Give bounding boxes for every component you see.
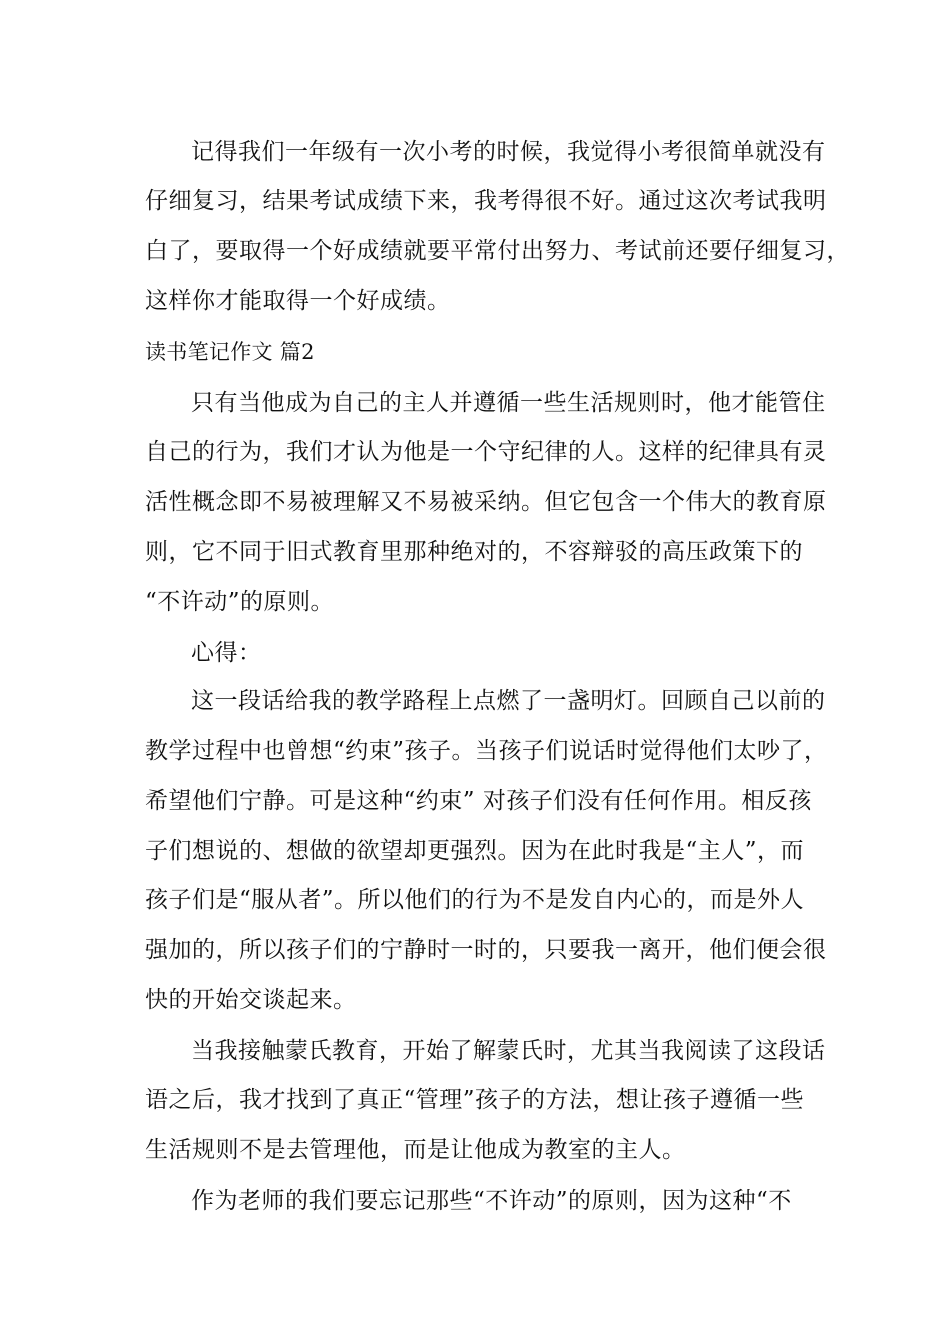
paragraph-4-line-7: 快的开始交谈起来。	[145, 987, 357, 1013]
paragraph-1-line-2: 仔细复习，结果考试成绩下来，我考得很不好。通过这次考试我明	[145, 188, 827, 214]
paragraph-3-line-1: 心得：	[191, 640, 262, 666]
paragraph-5-line-1: 当我接触蒙氏教育，开始了解蒙氏时，尤其当我阅读了这段话	[191, 1038, 826, 1064]
paragraph-4-line-4: 子们想说的、想做的欲望却更强烈。因为在此时我是“主人”，而	[145, 838, 805, 864]
paragraph-2-line-5: “不许动”的原则。	[145, 589, 335, 615]
paragraph-2-line-2: 自己的行为，我们才认为他是一个守纪律的人。这样的纪律具有灵	[145, 439, 827, 465]
paragraph-5-line-3: 生活规则不是去管理他，而是让他成为教室的主人。	[145, 1137, 686, 1163]
paragraph-4-line-3: 希望他们宁静。可是这种“约束” 对孩子们没有任何作用。相反孩	[145, 788, 812, 814]
section-heading: 读书笔记作文 篇2	[145, 340, 315, 364]
paragraph-5-line-2: 语之后，我才找到了真正“管理”孩子的方法，想让孩子遵循一些	[145, 1087, 805, 1113]
paragraph-1-line-4: 这样你才能取得一个好成绩。	[145, 288, 451, 314]
paragraph-4-line-5: 孩子们是“服从者”。所以他们的行为不是发自内心的，而是外人	[145, 887, 805, 913]
paragraph-4-line-1: 这一段话给我的教学路程上点燃了一盏明灯。回顾自己以前的	[191, 688, 826, 714]
paragraph-2-line-3: 活性概念即不易被理解又不易被采纳。但它包含一个伟大的教育原	[145, 489, 827, 515]
paragraph-4-line-6: 强加的，所以孩子们的宁静时一时的，只要我一离开，他们便会很	[145, 937, 827, 963]
paragraph-4-line-2: 教学过程中也曾想“约束”孩子。当孩子们说话时觉得他们太吵了，	[145, 738, 828, 764]
paragraph-6-line-1: 作为老师的我们要忘记那些“不许动”的原则，因为这种“不	[191, 1188, 792, 1214]
paragraph-2-line-1: 只有当他成为自己的主人并遵循一些生活规则时，他才能管住	[191, 390, 826, 416]
paragraph-2-line-4: 则，它不同于旧式教育里那种绝对的，不容辩驳的高压政策下的	[145, 539, 803, 565]
paragraph-1-line-3: 白了，要取得一个好成绩就要平常付出努力、考试前还要仔细复习，	[145, 238, 850, 264]
paragraph-1-line-1: 记得我们一年级有一次小考的时候，我觉得小考很简单就没有	[191, 139, 826, 165]
